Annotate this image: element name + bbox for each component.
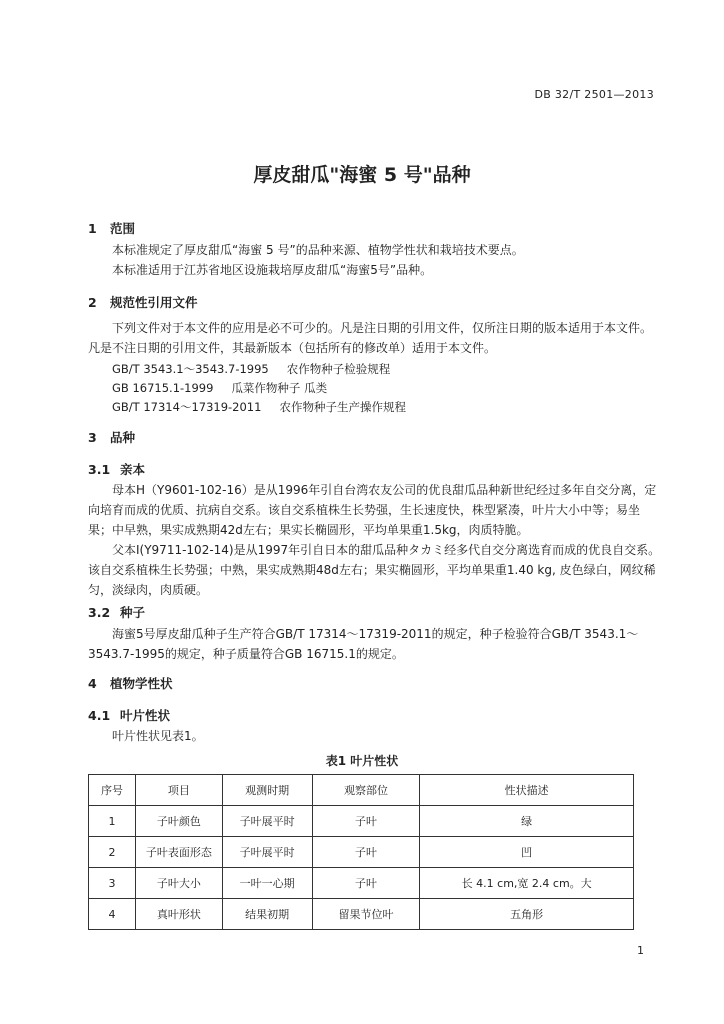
section-2-heading: [88, 293, 198, 311]
leaf-traits-table: [88, 774, 634, 930]
section-number: 1: [88, 221, 97, 236]
reference-code: GB/T 3543.1～3543.7-1995: [112, 362, 269, 376]
page-title: 厚皮甜瓜"海蜜 5 号"品种: [253, 164, 471, 186]
section-title: 植物学性状: [110, 676, 173, 691]
section-title: 规范性引用文件: [110, 295, 198, 310]
seed-paragraph: 海蜜5号厚皮甜瓜种子生产符合GB/T 17314～17319-2011的规定，种子检验符合GB/T 3543.1～3543.7-1995的规定，种子质量符合GB 16715.1的规定。: [88, 627, 639, 661]
table-cell: 1: [89, 806, 136, 837]
table-cell: 留果节位叶: [312, 899, 420, 930]
table-reference-line: 叶片性状见表1。: [112, 729, 204, 743]
table-caption: 表1 叶片性状: [325, 754, 399, 768]
normative-intro: 下列文件对于本文件的应用是必不可少的。凡是注日期的引用文件，仅所注日期的版本适用于本文件。凡是不注日期的引用文件，其最新版本（包括所有的修改单）适用于本文件。: [88, 321, 653, 355]
table-row: [89, 899, 634, 930]
table-cell: 长 4.1 cm,宽 2.4 cm。大: [420, 868, 634, 899]
reference-item: [112, 361, 390, 377]
section-title: 品种: [110, 430, 136, 445]
male-parent-paragraph: 父本I(Y9711-102-14)是从1997年引自日本的甜瓜品种タカミ经多代自交分离选育而成的优良自交系。该自交系植株生长势强；中熟，果实成熟期48d左右；果实椭圆形，平均单果重1.40 kg, 皮色绿白，网纹稀匀，淡绿肉，肉质硬。: [88, 543, 661, 597]
scope-line: 本标准规定了厚皮甜瓜“海蜜 5 号”的品种来源、植物学性状和栽培技术要点。: [112, 243, 524, 257]
section-title: 叶片性状: [120, 708, 171, 723]
reference-code: GB 16715.1-1999: [112, 381, 214, 395]
reference-item: [112, 380, 327, 396]
section-number: 4: [88, 676, 97, 691]
reference-name: 瓜菜作物种子 瓜类: [231, 381, 328, 395]
column-header: 观测时期: [222, 775, 312, 806]
table-header-row: [89, 775, 634, 806]
column-header: 性状描述: [420, 775, 634, 806]
section-number: 4.1: [88, 708, 111, 723]
section-number: 3.2: [88, 605, 111, 620]
reference-name: 农作物种子生产操作规程: [279, 400, 406, 414]
section-number: 3: [88, 430, 97, 445]
section-4-heading: [88, 674, 173, 692]
column-header: 观察部位: [312, 775, 420, 806]
table-cell: 子叶展平时: [222, 806, 312, 837]
table-cell: 结果初期: [222, 899, 312, 930]
table-cell: 子叶: [312, 868, 420, 899]
female-parent-paragraph: 母本H（Y9601-102-16）是从1996年引自台湾农友公司的优良甜瓜品种新世纪经过多年自交分离，定向培育而成的优质、抗病自交系。该自交系植株生长势强，生长速度快，株型紧凑，叶片大小中等；易坐果；中早熟，果实成熟期42d左右；果实长椭圆形，平均单果重1.5kg，肉质特脆。: [88, 483, 657, 537]
standard-number: DB 32/T 2501—2013: [534, 88, 654, 101]
section-title: 范围: [110, 221, 136, 236]
section-1-heading: [88, 219, 135, 237]
section-number: 3.1: [88, 462, 111, 477]
column-header: 项目: [135, 775, 222, 806]
table-row: [89, 806, 634, 837]
table-cell: 绿: [420, 806, 634, 837]
table-row: [89, 837, 634, 868]
section-title: 亲本: [120, 462, 146, 477]
table-cell: 子叶: [312, 806, 420, 837]
table-cell: 子叶展平时: [222, 837, 312, 868]
table-cell: 子叶大小: [135, 868, 222, 899]
page-number: 1: [637, 944, 644, 957]
section-3-1-heading: [88, 460, 145, 478]
reference-item: [112, 399, 406, 415]
table-cell: 3: [89, 868, 136, 899]
table-cell: 子叶颜色: [135, 806, 222, 837]
scope-line: 本标准适用于江苏省地区设施栽培厚皮甜瓜“海蜜5号”品种。: [112, 263, 433, 277]
reference-name: 农作物种子检验规程: [286, 362, 391, 376]
table-cell: 子叶表面形态: [135, 837, 222, 868]
table-cell: 4: [89, 899, 136, 930]
section-title: 种子: [120, 605, 146, 620]
reference-code: GB/T 17314～17319-2011: [112, 400, 262, 414]
section-number: 2: [88, 295, 97, 310]
table-cell: 凹: [420, 837, 634, 868]
section-3-2-heading: [88, 603, 145, 621]
table-row: [89, 868, 634, 899]
section-4-1-heading: [88, 706, 170, 724]
table-cell: 五角形: [420, 899, 634, 930]
table-cell: 真叶形状: [135, 899, 222, 930]
table-cell: 2: [89, 837, 136, 868]
table-cell: 一叶一心期: [222, 868, 312, 899]
table-cell: 子叶: [312, 837, 420, 868]
column-header: 序号: [89, 775, 136, 806]
section-3-heading: [88, 428, 135, 446]
